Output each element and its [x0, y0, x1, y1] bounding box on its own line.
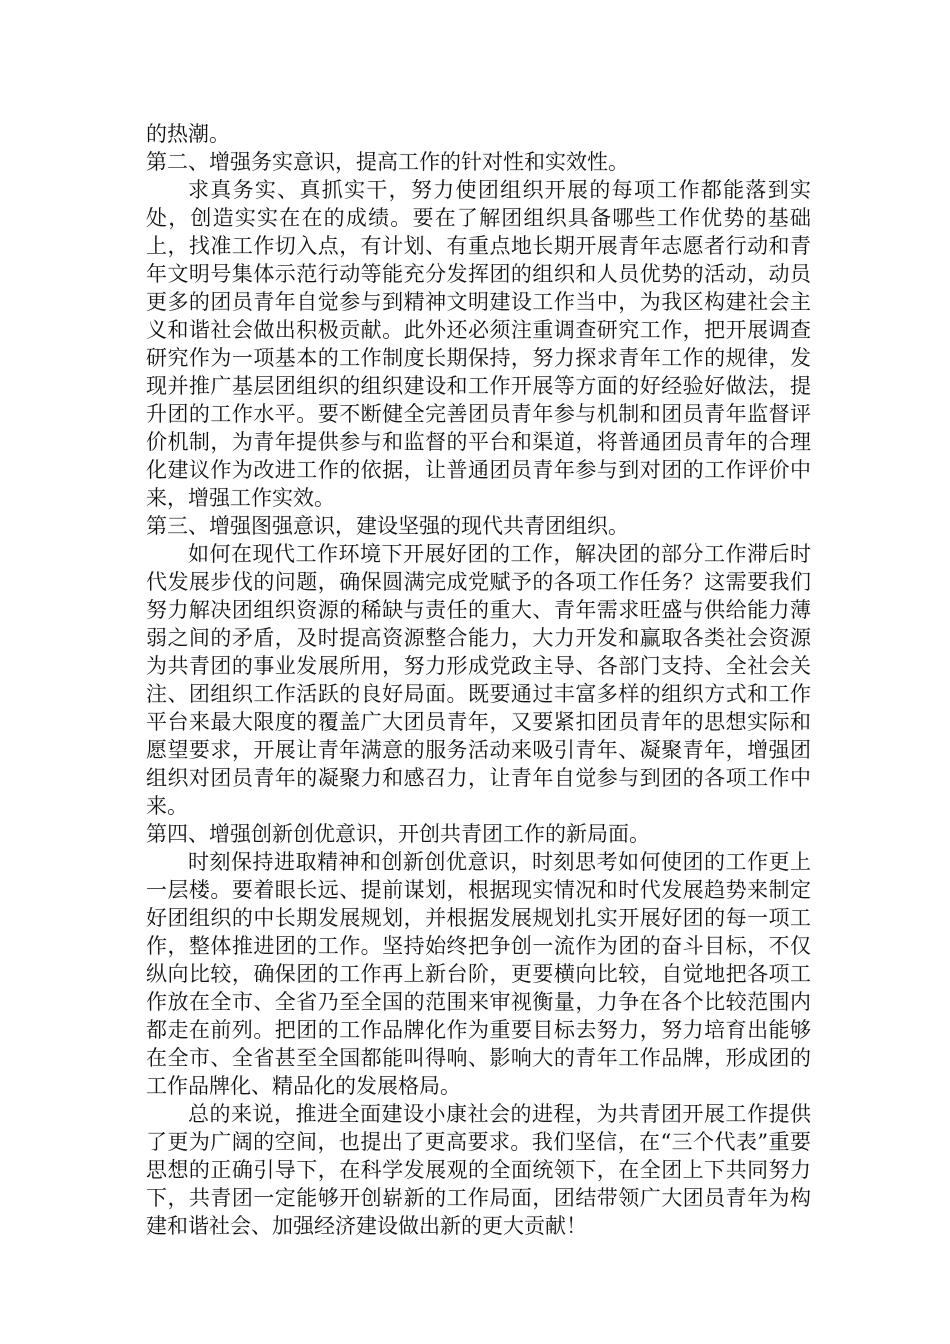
section-2-body: 求真务实、真抓实干，努力使团组织开展的每项工作都能落到实处，创造实实在在的成绩。要在了解团组织具备哪些工作优势的基础上，找准工作切入点，有计划、有重点地长期开展青年志愿者行动和青年文明号集体示范行动等能充分发挥团的组织和人员优势的活动，动员更多的团员青年自觉参与到精神文明建设工作当中，为我区构建社会主义和谐社会做出积极贡献。此外还必须注重调查研究工作，把开展调查研究作为一项基本的工作制度长期保持，努力探求青年工作的规律，发现并推广基层团组织的组织建设和工作开展等方面的好经验好做法，提升团的工作水平。要不断健全完善团员青年参与机制和团员青年监督评价机制，为青年提供参与和监督的平台和渠道，将普通团员青年的合理化建议作为改进工作的依据，让普通团员青年参与到对团的工作评价中来，增强工作实效。 — [146, 178, 811, 510]
section-4-body: 时刻保持进取精神和创新创优意识，时刻思考如何使团的工作更上一层楼。要着眼长远、提前谋划，根据现实情况和时代发展趋势来制定好团组织的中长期发展规划，并根据发展规划扎实开展好团的每一项工作，整体推进团的工作。坚持始终把争创一流作为团的奋斗目标，不仅纵向比较，确保团的工作再上新台阶，更要横向比较，自觉地把各项工作放在全市、全省乃至全国的范围来审视衡量，力争在各个比较范围内都走在前列。把团的工作品牌化作为重要目标去努力，努力培育出能够在全市、全省甚至全国都能叫得响、影响大的青年工作品牌，形成团的工作品牌化、精品化的发展格局。 — [146, 850, 811, 1098]
section-heading-2: 第二、增强务实意识，提高工作的针对性和实效性。 — [146, 150, 629, 174]
document-body — [146, 120, 811, 1240]
conclusion-paragraph: 总的来说，推进全面建设小康社会的进程，为共青团开展工作提供了更为广阔的空间，也提出了更高要求。我们坚信，在“三个代表”重要思想的正确引导下，在科学发展观的全面统领下，在全团上下共同努力下，共青团一定能够开创崭新的工作局面，团结带领广大团员青年为构建和谐社会、加强经济建设做出新的更大贡献！ — [146, 1102, 811, 1238]
section-heading-4: 第四、增强创新创优意识，开创共青团工作的新局面。 — [146, 822, 650, 846]
section-heading-3: 第三、增强图强意识，建设坚强的现代共青团组织。 — [146, 514, 629, 538]
paragraph-continuation: 的热潮。 — [146, 122, 230, 146]
section-3-body: 如何在现代工作环境下开展好团的工作，解决团的部分工作滞后时代发展步伐的问题，确保圆满完成党赋予的各项工作任务？这需要我们努力解决团组织资源的稀缺与责任的重大、青年需求旺盛与供给能力薄弱之间的矛盾，及时提高资源整合能力，大力开发和赢取各类社会资源为共青团的事业发展所用，努力形成党政主导、各部门支持、全社会关注、团组织工作活跃的良好局面。既要通过丰富多样的组织方式和工作平台来最大限度的覆盖广大团员青年，又要紧扣团员青年的思想实际和愿望要求，开展让青年满意的服务活动来吸引青年、凝聚青年，增强团组织对团员青年的凝聚力和感召力，让青年自觉参与到团的各项工作中来。 — [146, 542, 811, 818]
